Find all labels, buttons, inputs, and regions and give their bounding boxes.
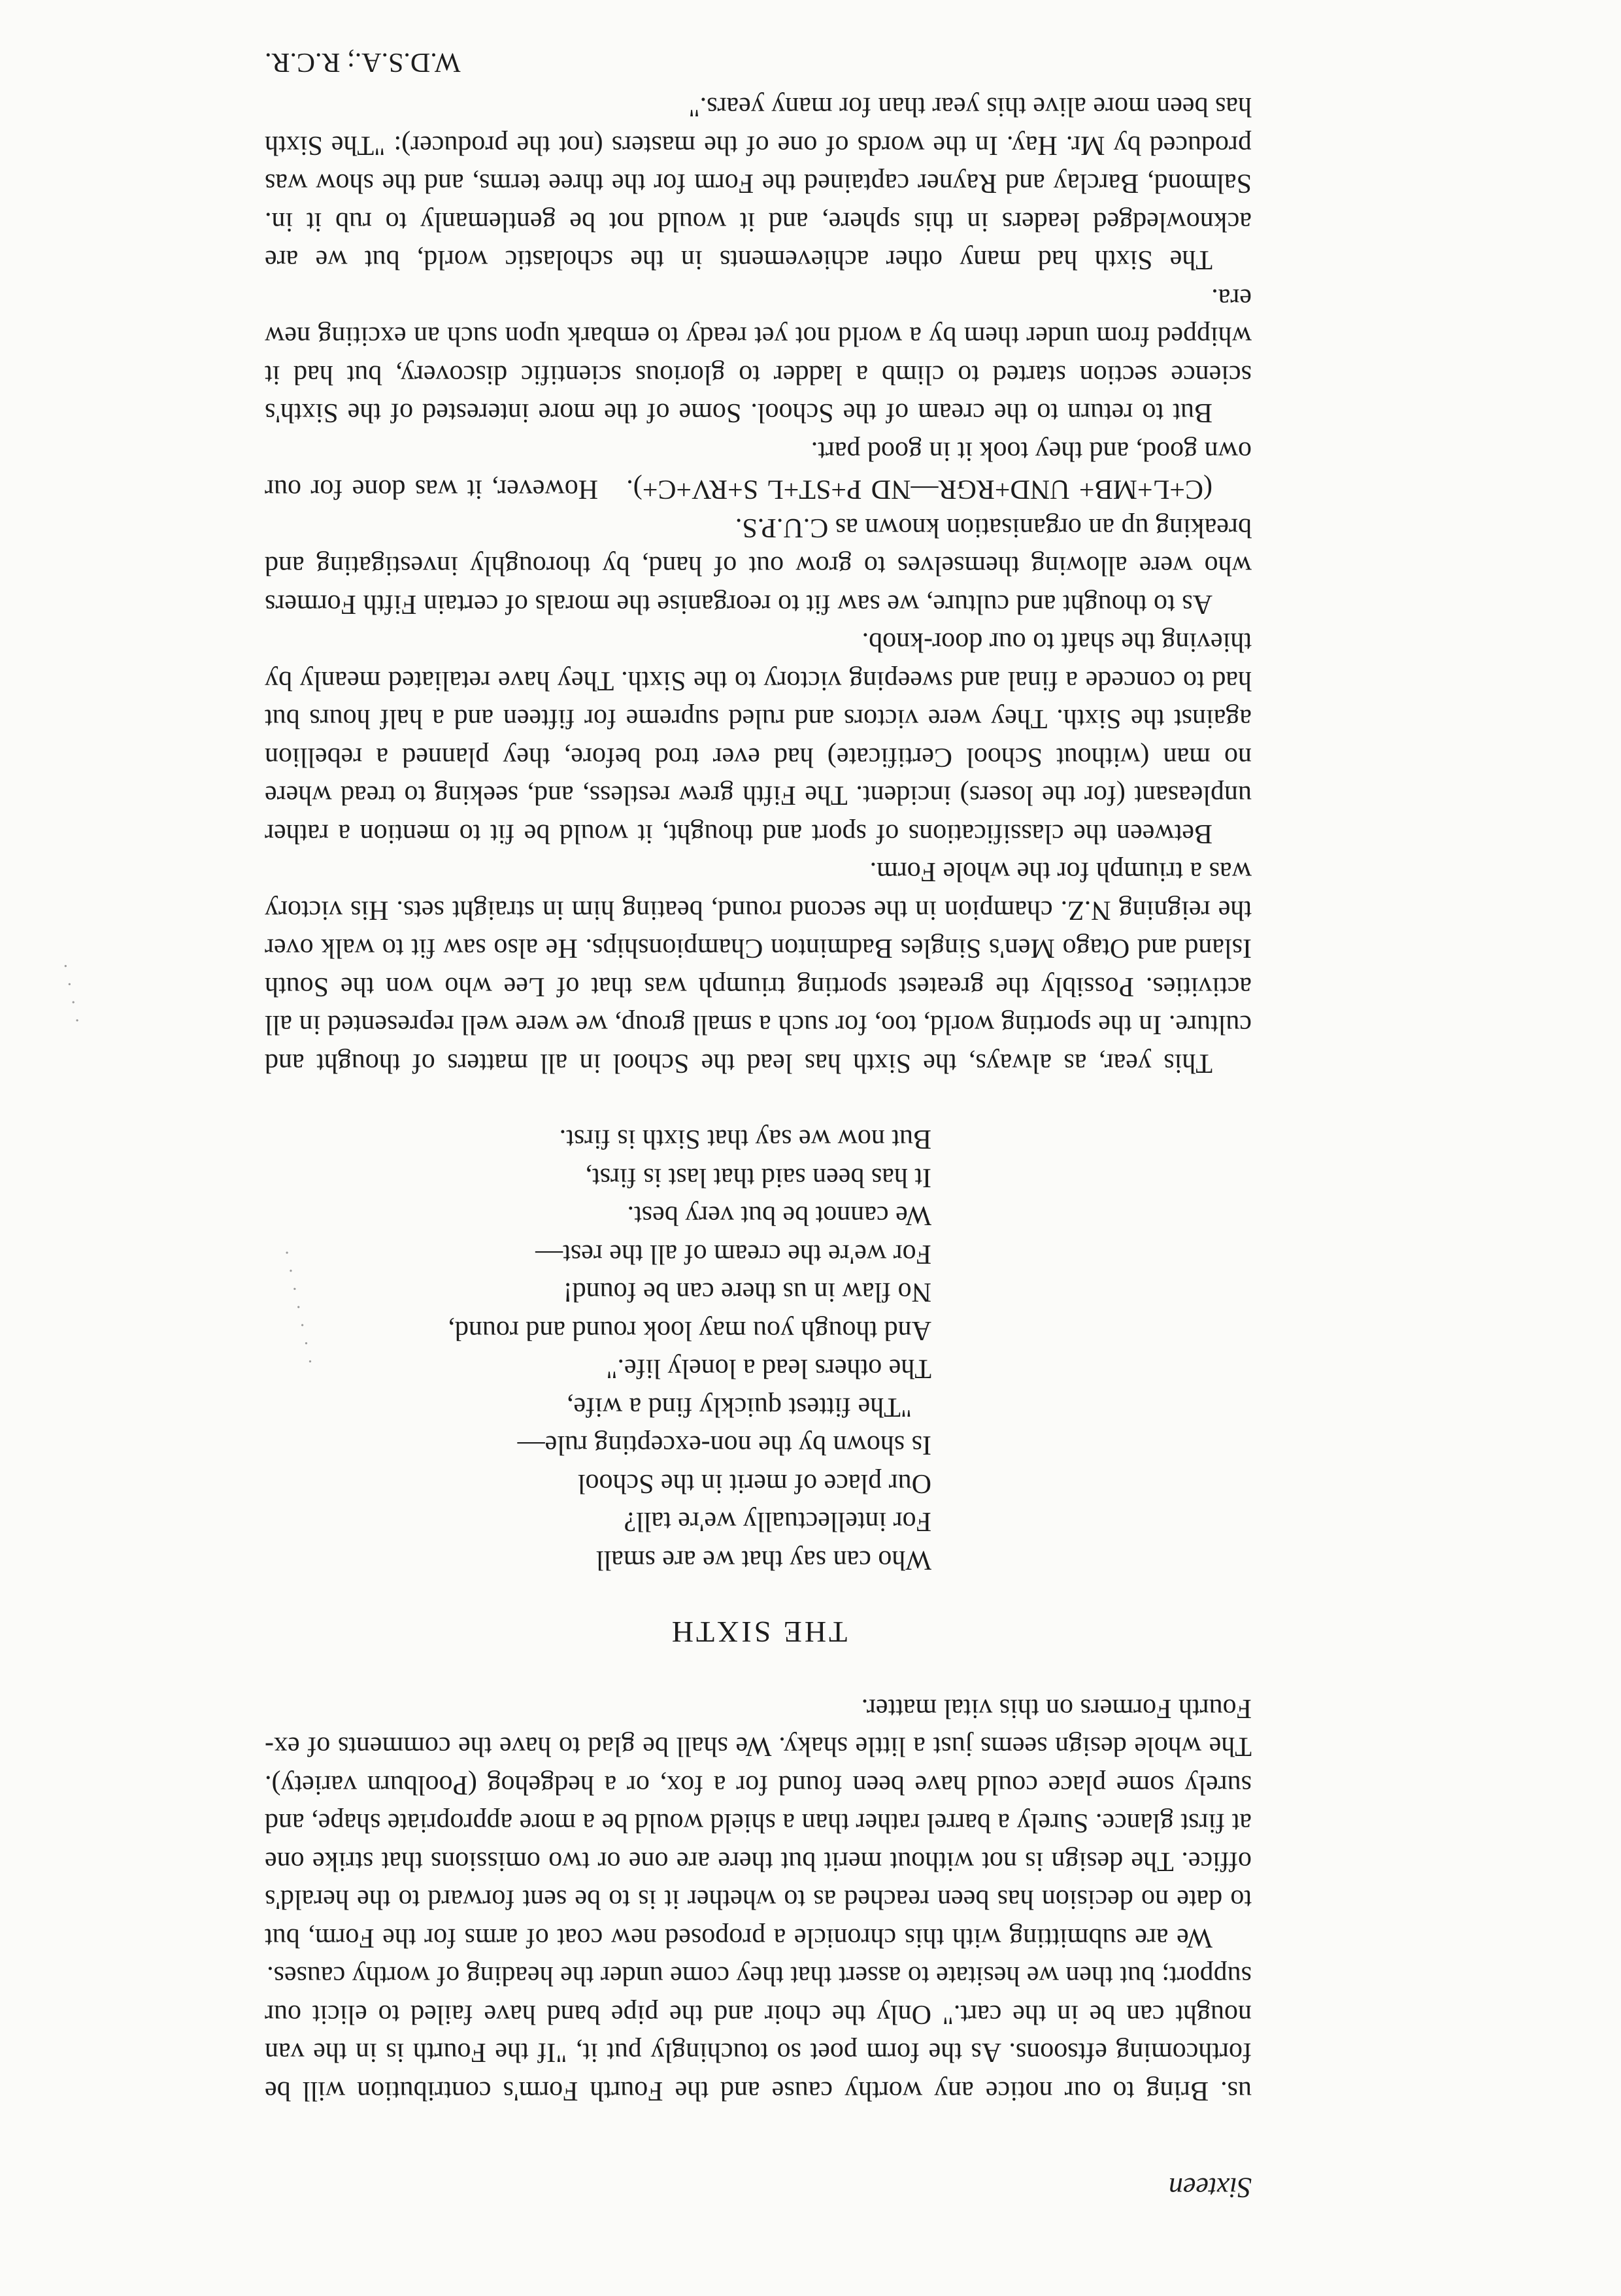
poem-line: For we're the cream of all the rest—	[535, 1239, 931, 1269]
author-signature: W.D.S.A.; R.C.R.	[265, 47, 461, 77]
poem-line: No flaw in us there can be found!	[563, 1277, 931, 1308]
poem-line: Is shown by the non-excepting rule—	[517, 1430, 931, 1460]
poem-line: But now we say that Sixth is first.	[559, 1124, 931, 1155]
body-paragraph-4: But to return to the cream of the School. Some of the more interested of the Sixth's science section started to climb a ladder to glorious scientific discovery, but had it whipped from under them by a world not yet ready to embark upon such an exciting new era.	[265, 283, 1252, 428]
pencil-mark: · · · · · · ·	[276, 1243, 322, 1366]
poem-line: For intellectually we're tall?	[624, 1506, 931, 1537]
poem-line: "The fittest quickly find a wife,	[567, 1392, 912, 1422]
intro-paragraph-1: us. Bring to our notice any worthy cause and the Fourth Form's contribution will be forthcoming eftsoons. As the form poet so touchingly put it, "If the Fourth is in the van nought can be in the cart." Only the choir and the pipe band have failed to elicit our support; but then we hesitate to assert that they come under the heading of worthy causes.	[265, 1961, 1252, 2106]
poem-line: We cannot be but very best.	[627, 1200, 931, 1231]
cups-formula: (C+L+MB+ UND+RGR—ND P+ST+L S+RV+C+).	[626, 474, 1212, 505]
body-paragraph-3: As to thought and culture, we saw fit to reorganise the morals of certain Fifth Formers who were allowing themselves to grow out of hand, by thoroughly investigating and breaking up an organisation known as C.U.P.S.	[265, 513, 1252, 619]
cups-formula-tail: However, it was done for our own good, and they took it in good part.	[265, 436, 1252, 505]
poem-line: It has been said that last is first,	[585, 1162, 931, 1192]
section-title: THE SIXTH	[669, 1615, 848, 1649]
page-number: Sixteen	[1168, 2172, 1252, 2204]
body-paragraph-1: This year, as always, the Sixth has lead the School in all matters of thought and culture. In the sporting world, too, for such a small group, we were well represented in all activities. Possibly the greatest sporting triumph was that of Lee who won the South Island and Otago Men's Singles Badminton Championships. He also saw fit to walk over the reigning N.Z. champion in the second round, beating him in straight sets. His victory was a triumph for the whole Form.	[265, 856, 1252, 1078]
pencil-mark: · · · ·	[54, 956, 88, 1026]
poem-line: Who can say that we are small	[595, 1545, 931, 1575]
cups-formula-paragraph	[265, 432, 1252, 509]
intro-paragraph-2: We are submitting with this chronicle a proposed new coat of arms for the Form, but to date no decision has been reached as to whether it is to be sent forward to the herald's office. The design is not without merit but there are one or two omissions that strike one at first glance. Surely a barrel rather than a shield would be a more appropriate shape, and surely some place could have been found for a fox, or a hedgehog (Poolburn variety). The whole design seems just a little shaky. We shall be glad to have the comments of ex-Fourth Formers on this vital matter.	[265, 1693, 1252, 1953]
poem-line: Our place of merit in the School	[577, 1468, 931, 1498]
article-column	[265, 43, 1252, 2110]
body-paragraph-2: Between the classifications of sport and thought, it would be fit to mention a rather unpleasant (for the losers) incident. The Fifth grew restless, and, seeking to tread where no man (without School Certificate) had ever trod before, they planned a rebellion against the Sixth. They were victors and ruled supreme for fifteen and a half hours but had to concede a final and sweeping victory to the Sixth. They have retaliated meanly by thieving the shaft to our door-knob.	[265, 627, 1252, 849]
poem-line: The others lead a lonely life."	[606, 1353, 931, 1384]
poem	[265, 1120, 1252, 1579]
poem-line: And though you may look round and round,	[448, 1315, 931, 1345]
body-paragraph-5: The Sixth had many other achievements in the scholastic world, but we are acknowledged leaders in this sphere, and it would not be gentlemanly to rub it in. Salmond, Barclay and Rayner captained the Form for the three terms, and the show was produced by Mr. Hay. In the words of one of the masters (not the producer): "The Sixth has been more alive this year than for many years."	[265, 92, 1252, 275]
